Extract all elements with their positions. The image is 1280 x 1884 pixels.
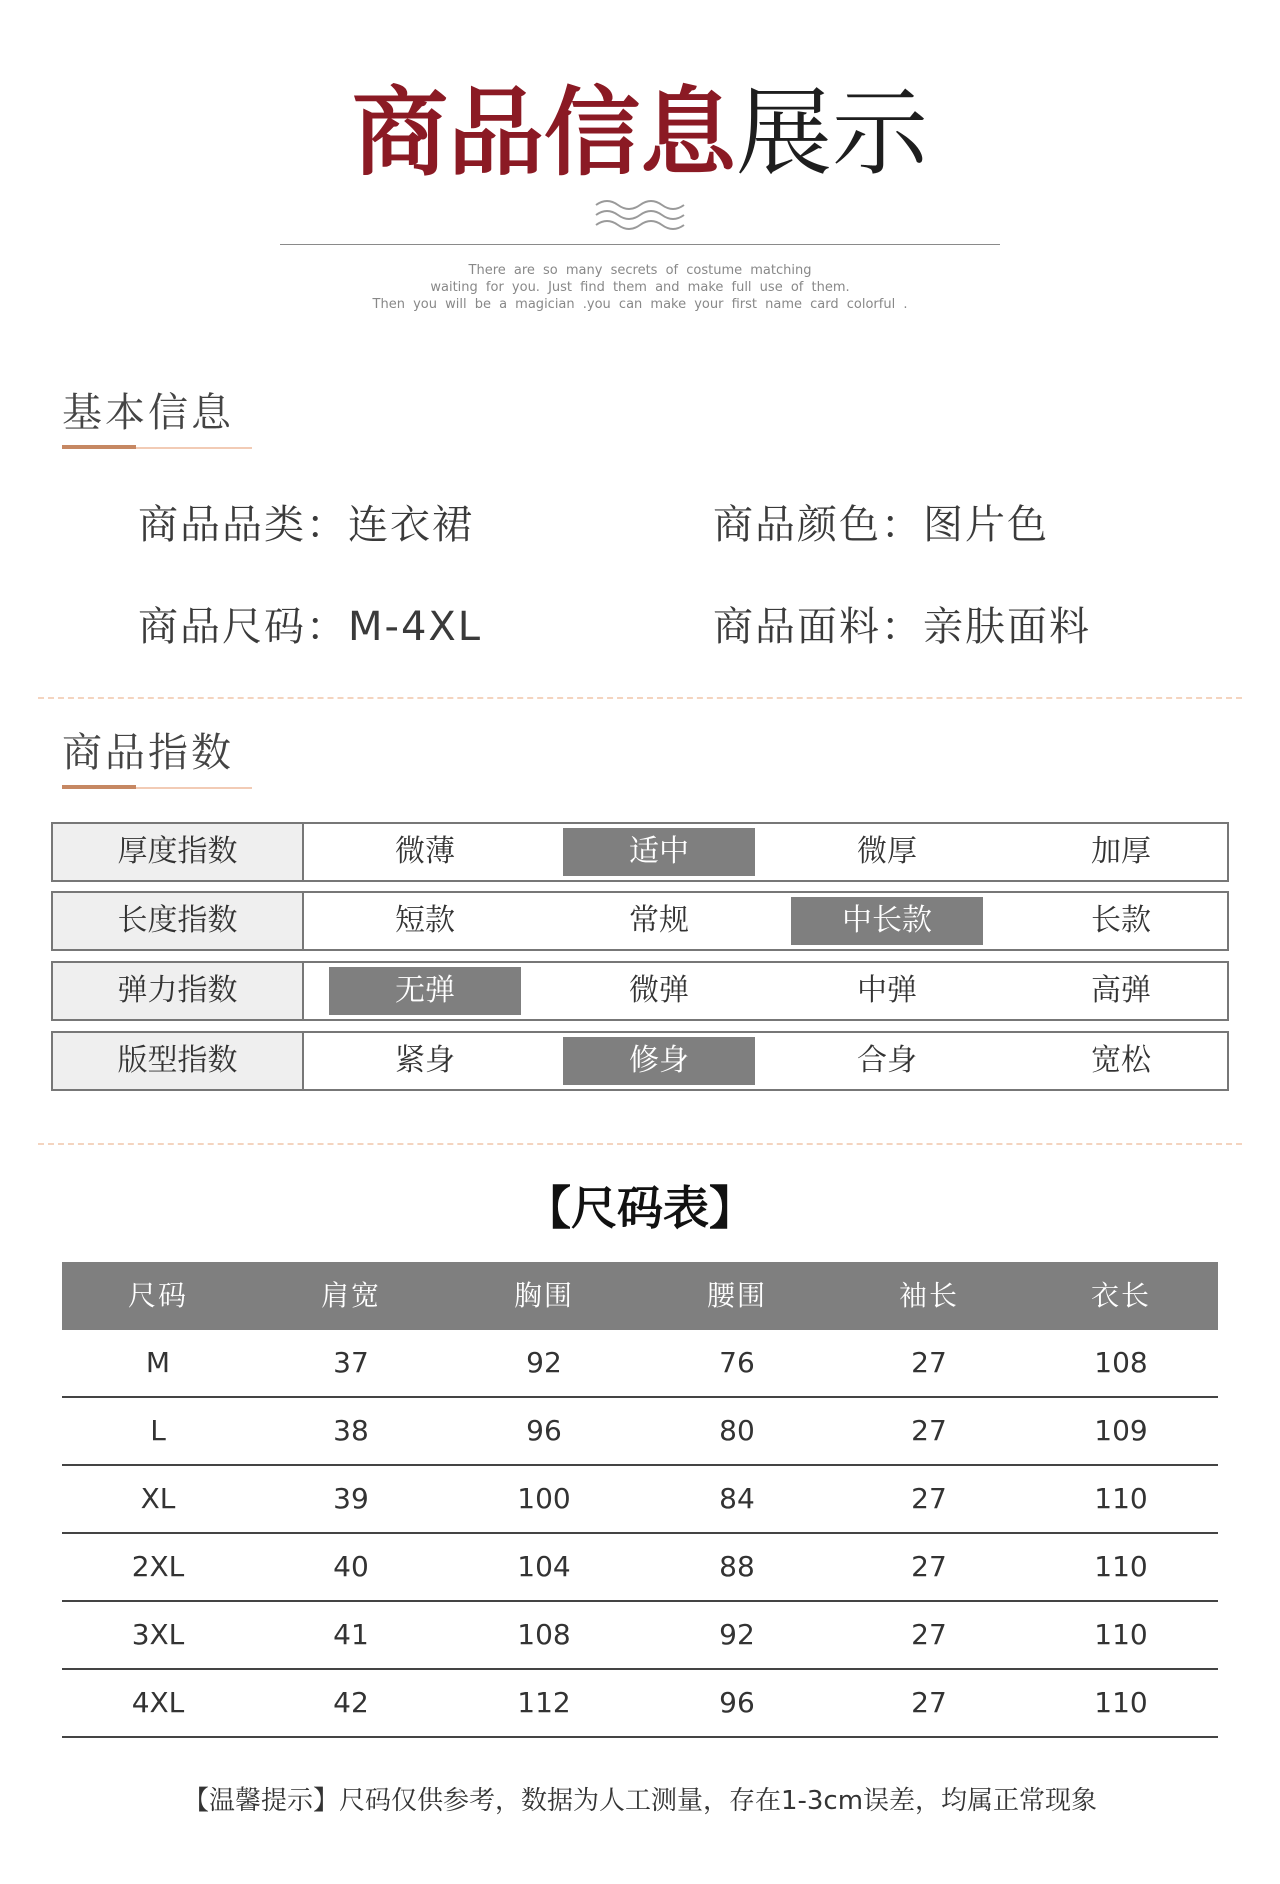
table-cell: 76 (719, 1346, 755, 1379)
table-cell: L (150, 1414, 166, 1447)
table-cell: 110 (1094, 1618, 1148, 1651)
index-option: 短款 (395, 903, 455, 938)
table-row (62, 1534, 1218, 1602)
index-option: 合身 (857, 1043, 917, 1078)
heading-underline-accent (62, 785, 136, 789)
table-cell: 42 (333, 1686, 369, 1719)
size-chart-col-header: 胸围 (513, 1279, 574, 1312)
index-option: 长款 (1091, 903, 1151, 938)
tagline-line: There are so many secrets of costume matching (468, 263, 812, 278)
page-title-light: 展示 (736, 77, 928, 189)
index-row (51, 822, 1229, 882)
table-cell: 88 (719, 1550, 755, 1583)
index-option: 微厚 (857, 834, 917, 869)
size-chart-title: 【尺码表】 (525, 1181, 755, 1235)
table-row (62, 1330, 1218, 1398)
section-divider (38, 1143, 1242, 1145)
table-cell: 84 (719, 1482, 755, 1515)
header-divider (280, 244, 1000, 245)
table-cell: 110 (1094, 1482, 1148, 1515)
table-cell: 92 (526, 1346, 562, 1379)
table-cell: 110 (1094, 1550, 1148, 1583)
table-cell: 112 (517, 1686, 571, 1719)
table-cell: 96 (719, 1686, 755, 1719)
table-cell: 109 (1094, 1414, 1148, 1447)
index-option: 常规 (629, 903, 689, 938)
table-cell: 104 (517, 1550, 571, 1583)
index-option-selected: 中长款 (791, 897, 983, 945)
index-heading: 商品指数 (62, 730, 234, 776)
info-color: 商品颜色：图片色 (713, 502, 1049, 548)
section-divider (38, 697, 1242, 699)
size-chart-header (62, 1262, 1218, 1330)
tagline-line: waiting for you. Just find them and make full use of them. (430, 280, 850, 295)
table-cell: 80 (719, 1414, 755, 1447)
table-cell: 108 (1094, 1346, 1148, 1379)
table-cell: 37 (333, 1346, 369, 1379)
table-cell: 27 (911, 1346, 947, 1379)
table-cell: 110 (1094, 1686, 1148, 1719)
index-option: 紧身 (395, 1043, 455, 1078)
size-chart-col-header: 衣长 (1090, 1279, 1151, 1312)
table-cell: 96 (526, 1414, 562, 1447)
table-cell: XL (140, 1482, 176, 1515)
index-row (51, 1031, 1229, 1091)
table-cell: 40 (333, 1550, 369, 1583)
size-chart-col-header: 尺码 (127, 1279, 188, 1312)
info-category: 商品品类：连衣裙 (138, 502, 474, 548)
page-title (0, 78, 1280, 188)
tagline (0, 262, 1280, 313)
index-row (51, 961, 1229, 1021)
index-option-selected: 修身 (563, 1037, 755, 1085)
index-option: 高弹 (1091, 973, 1151, 1008)
wave-ornament-icon (594, 197, 686, 233)
table-cell: 27 (911, 1550, 947, 1583)
table-cell: 92 (719, 1618, 755, 1651)
table-cell: 2XL (131, 1550, 185, 1583)
table-cell: 27 (911, 1414, 947, 1447)
size-note: 【温馨提示】尺码仅供参考，数据为人工测量，存在1-3cm误差，均属正常现象 (182, 1786, 1098, 1816)
table-cell: 4XL (131, 1686, 185, 1719)
table-cell: 27 (911, 1482, 947, 1515)
table-cell: 100 (517, 1482, 571, 1515)
table-cell: M (145, 1346, 171, 1379)
index-label: 长度指数 (53, 893, 304, 949)
heading-underline-accent (62, 445, 136, 449)
table-cell: 41 (333, 1618, 369, 1651)
table-row (62, 1670, 1218, 1738)
index-option: 宽松 (1091, 1043, 1151, 1078)
table-row (62, 1466, 1218, 1534)
size-chart-col-header: 袖长 (898, 1279, 959, 1312)
index-option-selected: 无弹 (329, 967, 521, 1015)
index-label: 厚度指数 (53, 824, 304, 880)
table-cell: 108 (517, 1618, 571, 1651)
index-option: 微弹 (629, 973, 689, 1008)
basic-info-heading: 基本信息 (62, 390, 234, 436)
table-cell: 27 (911, 1686, 947, 1719)
index-option: 中弹 (857, 973, 917, 1008)
index-option: 微薄 (395, 834, 455, 869)
table-cell: 27 (911, 1618, 947, 1651)
table-cell: 38 (333, 1414, 369, 1447)
page-title-bold: 商品信息 (352, 77, 736, 189)
index-option: 加厚 (1091, 834, 1151, 869)
table-cell: 3XL (131, 1618, 185, 1651)
info-size: 商品尺码：M-4XL (138, 604, 483, 650)
index-row (51, 891, 1229, 951)
tagline-line: Then you will be a magician .you can make your first name card colorful . (372, 297, 908, 312)
size-chart-col-header: 腰围 (706, 1279, 767, 1312)
size-chart-col-header: 肩宽 (320, 1279, 381, 1312)
table-cell: 39 (333, 1482, 369, 1515)
info-fabric: 商品面料：亲肤面料 (713, 604, 1091, 650)
index-label: 弹力指数 (53, 963, 304, 1019)
table-row (62, 1398, 1218, 1466)
table-row (62, 1602, 1218, 1670)
index-option-selected: 适中 (563, 828, 755, 876)
index-label: 版型指数 (53, 1033, 304, 1089)
